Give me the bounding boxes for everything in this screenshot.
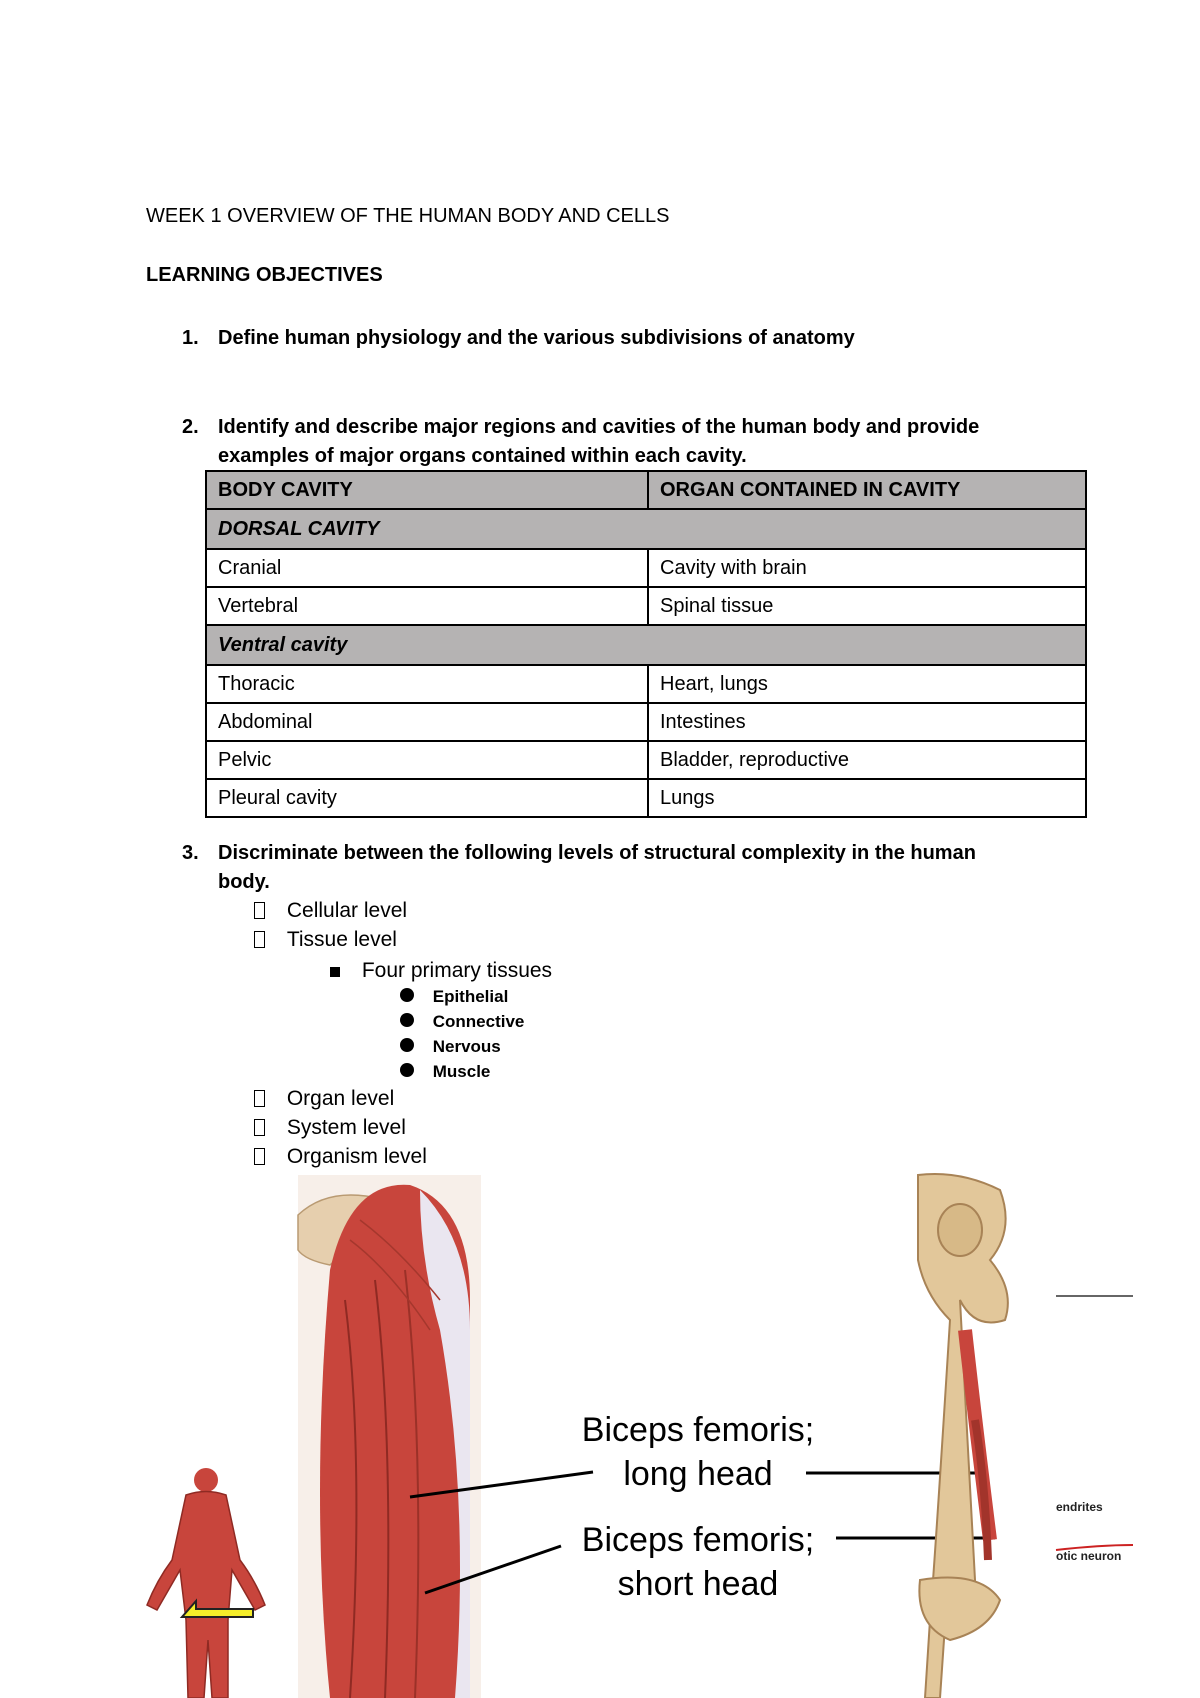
- table-group-row: [206, 509, 1086, 549]
- cavity-cell: Pleural cavity: [206, 779, 648, 817]
- label-line: Biceps femoris;: [581, 1411, 815, 1449]
- fragment-neuron: otic neuron: [1056, 1549, 1122, 1563]
- checkbox-glyph-icon: [254, 902, 265, 919]
- dorsal-cavity-label: DORSAL CAVITY: [206, 509, 1086, 549]
- organ-cell: Spinal tissue: [648, 587, 1086, 625]
- round-bullet-icon: [400, 988, 414, 1002]
- level-label: Organ level: [286, 1087, 395, 1110]
- cavity-cell: Cranial: [206, 549, 648, 587]
- list-item-cellular: [254, 899, 407, 923]
- objective-text-line-1: Identify and describe major regions and cavities of the human body and provide: [218, 416, 980, 438]
- round-bullet-icon: [400, 1038, 414, 1052]
- objective-1: [182, 324, 1082, 354]
- level-label: Four primary tissues: [361, 959, 553, 982]
- cavity-cell: Thoracic: [206, 665, 648, 703]
- tissue-label: Muscle: [432, 1062, 491, 1081]
- learning-objectives-heading: LEARNING OBJECTIVES: [146, 264, 383, 286]
- cavity-cell: Pelvic: [206, 741, 648, 779]
- level-label: Cellular level: [286, 899, 408, 922]
- objective-text-line-1: Discriminate between the following levels of structural complexity in the human: [218, 842, 976, 864]
- cavity-cell: Abdominal: [206, 703, 648, 741]
- list-item-tissue-type: [400, 1037, 501, 1057]
- thigh-muscle-image: [298, 1175, 481, 1698]
- checkbox-glyph-icon: [254, 931, 265, 948]
- checkbox-glyph-icon: [254, 1119, 265, 1136]
- organ-cell: Lungs: [648, 779, 1086, 817]
- list-item-tissue-type: [400, 1062, 490, 1082]
- header-body-cavity: BODY CAVITY: [206, 471, 648, 509]
- organ-cell: Bladder, reproductive: [648, 741, 1086, 779]
- cavity-cell: Vertebral: [206, 587, 648, 625]
- organ-cell: Intestines: [648, 703, 1086, 741]
- label-line: Biceps femoris;: [581, 1521, 815, 1559]
- objective-text: Define human physiology and the various subdivisions of anatomy: [218, 327, 855, 349]
- list-item-system: [254, 1116, 406, 1140]
- level-label: Organism level: [286, 1145, 427, 1168]
- square-bullet-icon: [330, 967, 340, 977]
- objective-number: 2.: [182, 416, 199, 438]
- table-row: [206, 779, 1086, 817]
- tissue-label: Connective: [432, 1012, 525, 1031]
- table-row: [206, 549, 1086, 587]
- organ-cell: Heart, lungs: [648, 665, 1086, 703]
- checkbox-glyph-icon: [254, 1148, 265, 1165]
- page-title: WEEK 1 OVERVIEW OF THE HUMAN BODY AND CELLS: [146, 205, 670, 227]
- header-organ: ORGAN CONTAINED IN CAVITY: [648, 471, 1086, 509]
- objective-number: 1.: [182, 327, 199, 349]
- table-row: [206, 587, 1086, 625]
- list-item-organism: [254, 1145, 427, 1169]
- round-bullet-icon: [400, 1063, 414, 1077]
- human-body-figure: [147, 1468, 265, 1698]
- list-item-tissue: [254, 928, 397, 952]
- round-bullet-icon: [400, 1013, 414, 1027]
- table-row: [206, 665, 1086, 703]
- table-row: [206, 703, 1086, 741]
- table-header-row: [206, 471, 1086, 509]
- objective-text-line-2: examples of major organs contained within each cavity.: [218, 445, 747, 467]
- label-long-head: [558, 1408, 838, 1496]
- label-line: short head: [617, 1565, 779, 1603]
- list-item-primary-tissues: [330, 959, 552, 983]
- table-group-row: [206, 625, 1086, 665]
- tissue-label: Epithelial: [432, 987, 509, 1006]
- list-item-organ: [254, 1087, 394, 1111]
- list-item-tissue-type: [400, 987, 508, 1007]
- fragment-dendrites: endrites: [1056, 1500, 1103, 1514]
- leg-bone-image: [918, 1174, 1008, 1698]
- table-row: [206, 741, 1086, 779]
- list-item-tissue-type: [400, 1012, 524, 1032]
- level-label: System level: [286, 1116, 406, 1139]
- body-cavity-table: [205, 470, 1087, 818]
- objective-number: 3.: [182, 842, 199, 864]
- tissue-label: Nervous: [432, 1037, 501, 1056]
- label-line: long head: [623, 1455, 773, 1493]
- level-label: Tissue level: [286, 928, 397, 951]
- checkbox-glyph-icon: [254, 1090, 265, 1107]
- objective-2: [182, 413, 1082, 471]
- objective-3: [182, 839, 1082, 897]
- organ-cell: Cavity with brain: [648, 549, 1086, 587]
- label-short-head: [558, 1518, 838, 1606]
- ventral-cavity-label: Ventral cavity: [206, 625, 1086, 665]
- objective-text-line-2: body.: [218, 871, 270, 893]
